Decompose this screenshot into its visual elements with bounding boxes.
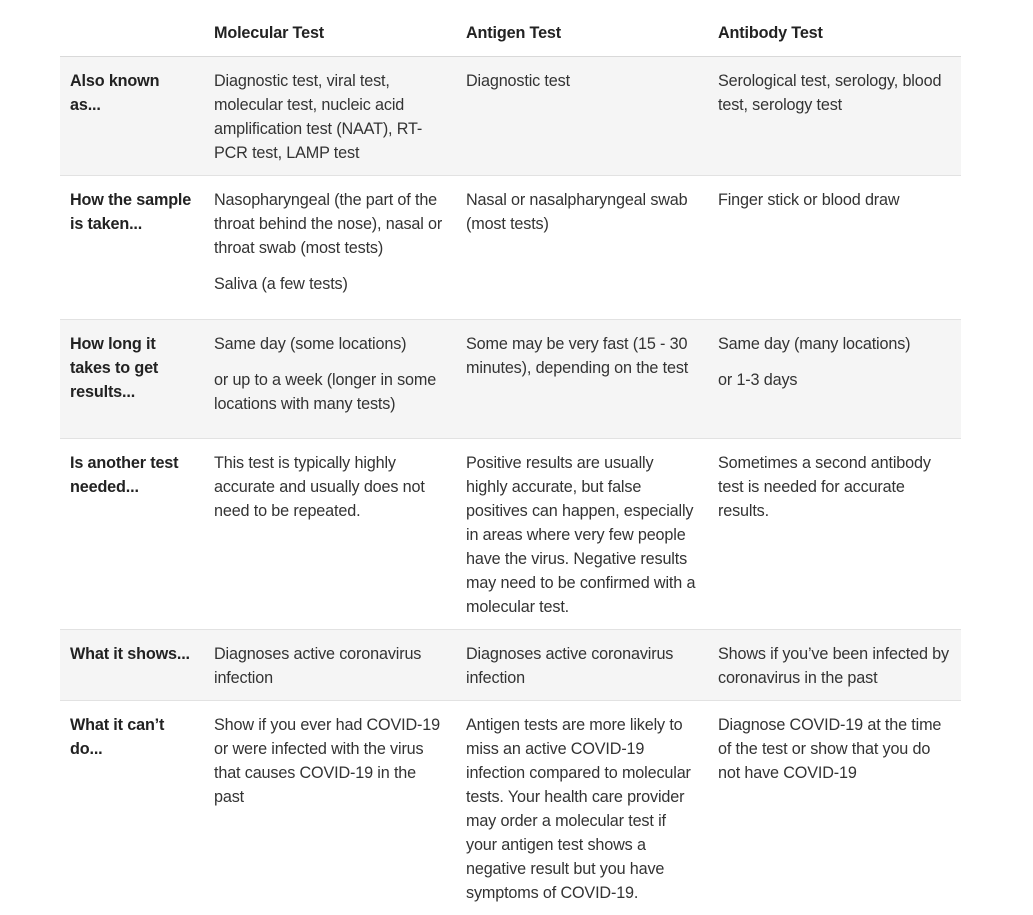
header-row (60, 12, 961, 57)
cell-text: Antigen tests are more likely to miss an active COVID-19 infection compared to molecular tests. Your health care provider may order a molecular test if your antigen test shows a negative result but you have symptoms of COVID-19. (466, 713, 698, 905)
cell-text: Some may be very fast (15 - 30 minutes), depending on the test (466, 332, 698, 380)
table-row (60, 320, 961, 439)
cell-text: Nasal or nasalpharyngeal swab (most tests) (466, 188, 698, 236)
cell-text: or up to a week (longer in some locations with many tests) (214, 368, 446, 416)
header-antigen-test: Antigen Test (456, 12, 708, 57)
cell-antibody (708, 439, 961, 630)
covid-test-comparison-table (60, 12, 961, 915)
cell-text: Sometimes a second antibody test is needed for accurate results. (718, 451, 951, 523)
cell-antigen (456, 439, 708, 630)
cell-text: Positive results are usually highly accurate, but false positives can happen, especially in areas where very few people have the virus. Negative results may need to be confirmed with a molecular test. (466, 451, 698, 619)
cell-text: Diagnoses active coronavirus infection (214, 642, 446, 690)
cell-antibody (708, 176, 961, 320)
cell-text: Shows if you’ve been infected by coronavirus in the past (718, 642, 951, 690)
cell-antigen (456, 630, 708, 701)
cell-antigen (456, 320, 708, 439)
cell-text: This test is typically highly accurate and usually does not need to be repeated. (214, 451, 446, 523)
cell-molecular (204, 439, 456, 630)
cell-antibody (708, 630, 961, 701)
header-antibody-test: Antibody Test (708, 12, 961, 57)
table-row (60, 57, 961, 176)
cell-text: Saliva (a few tests) (214, 272, 446, 296)
row-label: How long it takes to get results... (60, 320, 204, 439)
row-label: What it shows... (60, 630, 204, 701)
header-molecular-test: Molecular Test (204, 12, 456, 57)
cell-molecular (204, 630, 456, 701)
cell-text: Finger stick or blood draw (718, 188, 951, 212)
table-row (60, 176, 961, 320)
cell-antibody (708, 320, 961, 439)
cell-antigen (456, 57, 708, 176)
cell-text: Diagnose COVID-19 at the time of the test or show that you do not have COVID-19 (718, 713, 951, 785)
row-label: What it can’t do... (60, 701, 204, 915)
cell-text: or 1-3 days (718, 368, 951, 392)
cell-antibody (708, 57, 961, 176)
cell-text: Same day (some locations) (214, 332, 446, 356)
table-row (60, 439, 961, 630)
row-label: Also known as... (60, 57, 204, 176)
cell-text: Show if you ever had COVID-19 or were infected with the virus that causes COVID-19 in the past (214, 713, 446, 809)
cell-text: Same day (many locations) (718, 332, 951, 356)
row-label: Is another test needed... (60, 439, 204, 630)
cell-text: Nasopharyngeal (the part of the throat behind the nose), nasal or throat swab (most tests) (214, 188, 446, 260)
cell-molecular (204, 176, 456, 320)
cell-text: Diagnoses active coronavirus infection (466, 642, 698, 690)
cell-molecular (204, 320, 456, 439)
table-row (60, 630, 961, 701)
row-label: How the sample is taken... (60, 176, 204, 320)
cell-molecular (204, 57, 456, 176)
header-blank (60, 12, 204, 57)
cell-text: Diagnostic test (466, 69, 698, 93)
cell-text: Diagnostic test, viral test, molecular test, nucleic acid amplification test (NAAT), RT-PCR test, LAMP test (214, 69, 446, 165)
cell-antigen (456, 176, 708, 320)
cell-text: Serological test, serology, blood test, serology test (718, 69, 951, 117)
